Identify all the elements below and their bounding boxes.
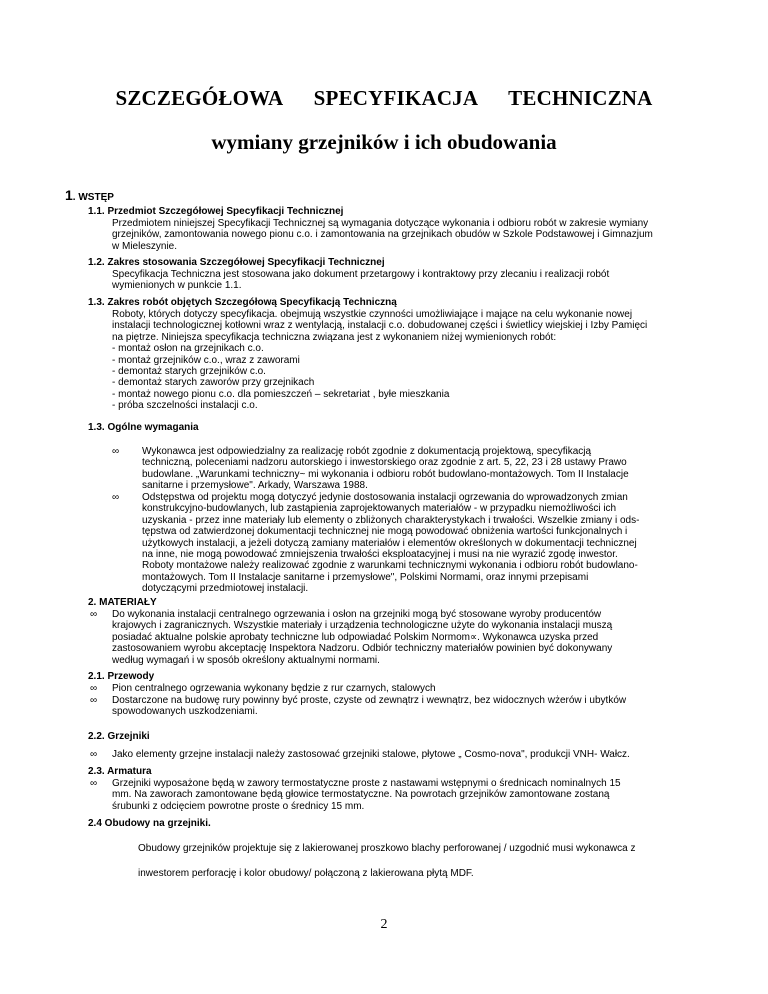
text-line: instalacji technologicznej kotłowni wraz z wentylacją, instalacji c.o. dobudowanej części i świetlicy wiejskiej i Izby Pamięci: [112, 320, 648, 332]
text-line: Specyfikacja Techniczna jest stosowana jako dokument przetargowy i kontraktowy przy zlecaniu i realizacji robót: [112, 269, 610, 280]
bullet-icon: ∞: [112, 446, 120, 457]
list-item: - demontaż starych zaworów przy grzejnikach: [112, 377, 315, 389]
bullet-text: Pion centralnego ogrzewania wykonany będzie z rur czarnych, stalowych: [112, 683, 436, 694]
text-line: uzyskania - przez inne materiały lub elementy o zbliżonych charakterystykach i trwałości. Wszelkie zmiany i ods-: [142, 514, 640, 526]
section-1-label: . WSTĘP: [72, 192, 114, 203]
text-line: montażowych. Tom II Instalacje sanitarne i przemysłowe", Polskimi Normami, oraz innymi przepisami: [142, 571, 589, 583]
section-2-3-title: 2.3. Armatura: [88, 766, 152, 777]
bullet-text: [142, 492, 706, 595]
text-line: techniczną, poleceniami nadzoru autorskiego i inwestorskiego oraz zgodnie z art. 5, 22, 23 i 28 ustawy Prawo: [142, 457, 627, 469]
section-1-1-title: 1.1. Przedmiot Szczegółowej Specyfikacji Technicznej: [88, 206, 344, 217]
bullet-text: [112, 778, 706, 812]
text-line: według wymagań i w sposób określony aktualnymi normami.: [112, 654, 380, 666]
text-line: Odstępstwa od projektu mogą dotyczyć jedynie dostosowania instalacji ogrzewania do wprowadzonych zmian: [142, 492, 628, 503]
text-line: Wykonawca jest odpowiedzialny za realizację robót zgodnie z dokumentacją projektową, specyfikacją: [142, 446, 592, 457]
bullet-text: [112, 695, 706, 718]
list-item: - montaż osłon na grzejnikach c.o.: [112, 343, 264, 355]
text-line: mm. Na zaworach zamontowane będą głowice termostatyczne. Na powrotach grzejników zamontowane zostaną: [112, 789, 610, 801]
bullet-text: [142, 446, 706, 492]
section-1-2-title: 1.2. Zakres stosowania Szczegółowej Specyfikacji Technicznej: [88, 257, 385, 268]
text-line: posiadać aktualne polskie aprobaty techniczne lub odpowiadać Polskim Normom∝. Wykonawca uzyska przed: [112, 631, 599, 643]
text-line: użytkowych instalacji, a jeżeli dotyczą zamiany materiałów i elementów określonych w dokumentacji technicznej: [142, 537, 637, 549]
bullet-icon: ∞: [112, 492, 120, 503]
document-subtitle: wymiany grzejników i ich obudowania: [211, 130, 557, 154]
text-line: konstrukcyjno-budowlanych, lub zastąpienia zaprojektowanych materiałów - w przypadku niemożliwości ich: [142, 503, 617, 515]
section-2-4-text-2: inwestorem perforację i kolor obudowy/ połączoną z lakierowana płytą MDF.: [138, 868, 474, 879]
section-1-3-title: 1.3. Zakres robót objętych Szczegółową Specyfikacją Techniczną: [88, 297, 397, 308]
text-line: sanitarne i przemysłowe". Arkady, Warszawa 1988.: [142, 480, 368, 492]
page-number: 2: [380, 917, 388, 932]
section-1-3-general-title: 1.3. Ogólne wymagania: [88, 422, 199, 433]
bullet-item: [90, 609, 706, 666]
text-line: Grzejniki wyposażone będą w zawory termostatyczne proste z nastawami wstępnymi o średnicach nominalnych 15: [112, 778, 621, 789]
text-line: Przedmiotem niniejszej Specyfikacji Technicznej są wymagania dotyczące wykonania i odbioru robót w zakresie wymiany: [112, 218, 649, 229]
text-line: tępstwa od zatwierdzonej dokumentacji technicznej nie mogą powodować obniżenia wartości funkcjonalnych i: [142, 526, 628, 538]
text-line: śrubunki z odcięciem powrotne proste o średnicy 15 mm.: [112, 800, 365, 812]
bullet-item: [90, 695, 706, 718]
text-line: Do wykonania instalacji centralnego ogrzewania i osłon na grzejniki mogą być stosowane wyroby producentów: [112, 609, 602, 620]
section-1-1-text: [112, 218, 705, 252]
bullet-text: [112, 609, 706, 666]
list-item: - demontaż starych grzejników c.o.: [112, 366, 266, 378]
text-line: spowodowanych uszkodzeniami.: [112, 706, 258, 718]
section-2-1-title: 2.1. Przewody: [88, 671, 155, 682]
bullet-text: Jako elementy grzejne instalacji należy zastosować grzejniki stalowe, płytowe „ Cosmo-nova", produkcji VNH- Wałcz.: [112, 749, 630, 760]
bullet-icon: ∞: [90, 749, 98, 760]
section-1-heading: [65, 187, 114, 203]
text-line: krajowych i zagranicznych. Wszystkie materiały i urządzenia technologiczne użyte do wykonania instalacji muszą: [112, 620, 613, 632]
text-line: zastosowaniem wyrobu akceptację Inspektora Nadzoru. Odbiór techniczny materiałów powinien być dokonywany: [112, 643, 613, 655]
list-item: - montaż nowego pionu c.o. dla pomieszczeń – sekretariat , byłe mieszkania: [112, 388, 450, 400]
section-1-3-text: [112, 309, 712, 412]
section-1-number: 1: [65, 187, 73, 203]
bullet-icon: ∞: [90, 778, 98, 789]
text-line: Roboty montażowe należy realizować zgodnie z warunkami technicznymi wykonania i odbioru robót budowlano-: [142, 560, 638, 572]
section-1-2-text: [112, 269, 705, 292]
text-line: budowlane. „Warunkami techniczny~ mi wykonania i odbioru robót budowlano-montażowych. Tom II Instalacje: [142, 468, 629, 480]
list-item: - montaż grzejników c.o., wraz z zaworami: [112, 354, 300, 366]
document-title: SZCZEGÓŁOWA SPECYFIKACJA TECHNICZNA: [115, 86, 653, 110]
section-2-4-title: 2.4 Obudowy na grzejniki.: [88, 818, 211, 829]
text-line: w Mieleszynie.: [112, 240, 178, 252]
text-line: Dostarczone na budowę rury powinny być proste, czyste od zewnątrz i wewnątrz, bez widocznych wżerów i ubytków: [112, 695, 627, 706]
bullet-item: [90, 683, 706, 694]
text-line: na piętrze. Niniejsza specyfikacja techniczna związana jest z wykonaniem niżej wymienionych robót:: [112, 331, 557, 343]
bullet-icon: ∞: [90, 609, 98, 620]
bullet-icon: ∞: [90, 683, 98, 694]
bullet-item: [90, 749, 712, 760]
text-line: grzejników, zamontowania nowego pionu c.o. i zamontowania na grzejnikach obudów w Szkole Podstawowej i Gimnazjum: [112, 229, 653, 241]
list-item: - próba szczelności instalacji c.o.: [112, 400, 258, 412]
bullet-item: [90, 778, 706, 812]
text-line: Roboty, których dotyczy specyfikacja. obejmują wszystkie czynności umożliwiające i mające na celu wykonanie nowej: [112, 309, 633, 320]
bullet-icon: ∞: [90, 695, 98, 706]
text-line: dotyczącymi przedmiotowej instalacji.: [142, 583, 309, 595]
text-line: na inne, nie mogą powodować zmniejszenia trwałości eksploatacyjnej i musi na nie wyrazić zgodę inwestor.: [142, 549, 618, 561]
section-2-4-text-1: Obudowy grzejników projektuje się z lakierowanej proszkowo blachy perforowanej / uzgodnić musi wykonawca z: [138, 843, 636, 854]
text-line: wymienionych w punkcie 1.1.: [112, 280, 242, 292]
bullet-item: [112, 492, 706, 595]
bullet-item: [112, 446, 706, 492]
section-2-title: 2. MATERIAŁY: [88, 597, 157, 608]
section-2-2-title: 2.2. Grzejniki: [88, 731, 150, 742]
